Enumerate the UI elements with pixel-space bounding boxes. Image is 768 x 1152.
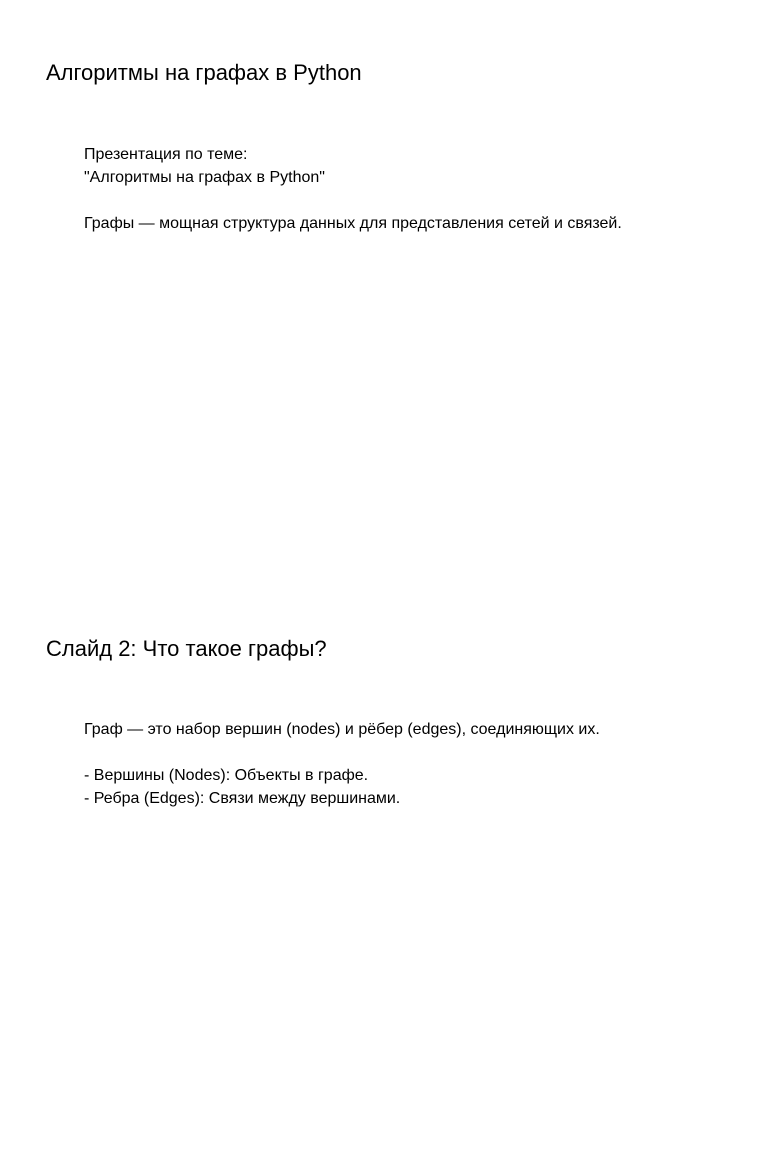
body-line-blank [84, 189, 622, 212]
slide-body [84, 718, 600, 810]
body-line-definition: Граф — это набор вершин (nodes) и рёбер (edges), соединяющих их. [84, 721, 600, 738]
slide-title: Алгоритмы на графах в Python [46, 60, 362, 85]
body-line-nodes: - Вершины (Nodes): Объекты в графе. [84, 767, 369, 784]
body-line-edges: - Ребра (Edges): Связи между вершинами. [84, 790, 401, 807]
body-line-subtitle-label: Презентация по теме: [84, 146, 248, 163]
slide-title: Слайд 2: Что такое графы? [46, 636, 327, 661]
slide-body [84, 143, 622, 235]
body-line-blank [84, 741, 600, 764]
slide-2 [0, 576, 768, 1152]
body-line-subtitle: "Алгоритмы на графах в Python" [84, 169, 325, 186]
body-line-description: Графы — мощная структура данных для представления сетей и связей. [84, 215, 622, 232]
